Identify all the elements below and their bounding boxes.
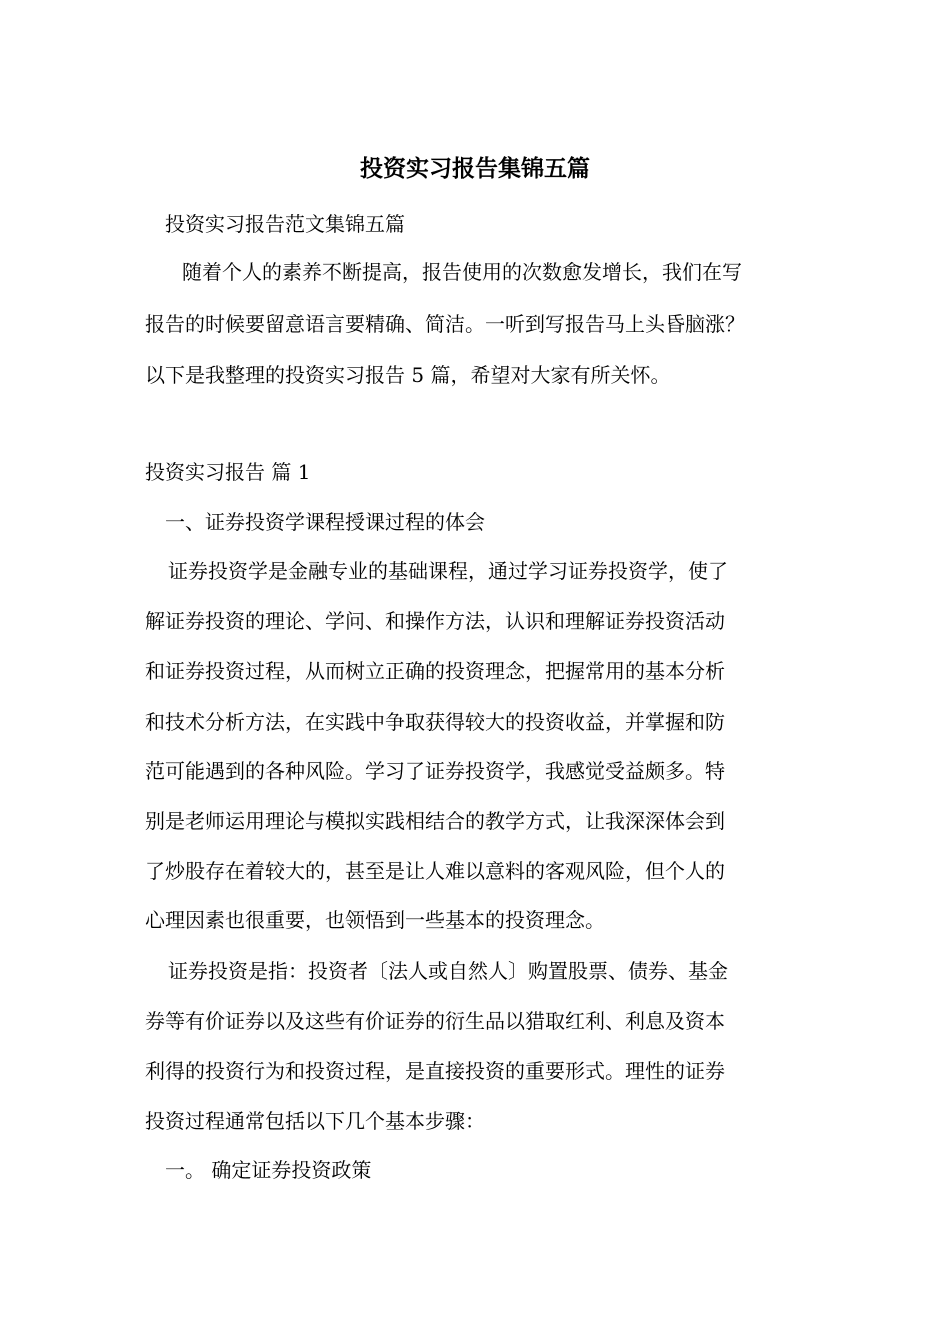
paragraph-line: 心理因素也很重要，也领悟到一些基本的投资理念。 xyxy=(145,908,605,932)
subheading: 一、证券投资学课程授课过程的体会 xyxy=(165,510,485,534)
paragraph-line: 别是老师运用理论与模拟实践相结合的教学方式，让我深深体会到 xyxy=(145,809,725,833)
document-subtitle: 投资实习报告范文集锦五篇 xyxy=(165,212,405,236)
list-item: 一。 确定证券投资政策 xyxy=(165,1158,372,1182)
paragraph-line: 范可能遇到的各种风险。学习了证券投资学，我感觉受益颇多。特 xyxy=(145,759,725,783)
paragraph-line: 和技术分析方法，在实践中争取获得较大的投资收益，并掌握和防 xyxy=(145,710,725,734)
section-heading: 投资实习报告 篇 1 xyxy=(145,460,311,484)
intro-line: 报告的时候要留意语言要精确、简洁。一听到写报告马上头昏脑涨？ xyxy=(145,312,745,336)
paragraph-line: 证券投资学是金融专业的基础课程，通过学习证券投资学，使了 xyxy=(168,559,728,583)
intro-line: 随着个人的素养不断提高，报告使用的次数愈发增长，我们在写 xyxy=(182,260,742,284)
paragraph-line: 和证券投资过程，从而树立正确的投资理念，把握常用的基本分析 xyxy=(145,659,725,683)
paragraph-line: 利得的投资行为和投资过程，是直接投资的重要形式。理性的证券 xyxy=(145,1059,725,1083)
paragraph-line: 了炒股存在着较大的，甚至是让人难以意料的客观风险，但个人的 xyxy=(145,859,725,883)
intro-line: 以下是我整理的投资实习报告 5 篇，希望对大家有所关怀。 xyxy=(145,363,671,387)
paragraph-line: 解证券投资的理论、学问、和操作方法，认识和理解证券投资活动 xyxy=(145,609,725,633)
document-title: 投资实习报告集锦五篇 xyxy=(360,156,590,182)
paragraph-line: 投资过程通常包括以下几个基本步骤： xyxy=(145,1109,485,1133)
paragraph-line: 证券投资是指：投资者〔法人或自然人〕购置股票、债券、基金 xyxy=(168,959,728,983)
paragraph-line: 券等有价证券以及这些有价证券的衍生品以猎取红利、利息及资本 xyxy=(145,1009,725,1033)
